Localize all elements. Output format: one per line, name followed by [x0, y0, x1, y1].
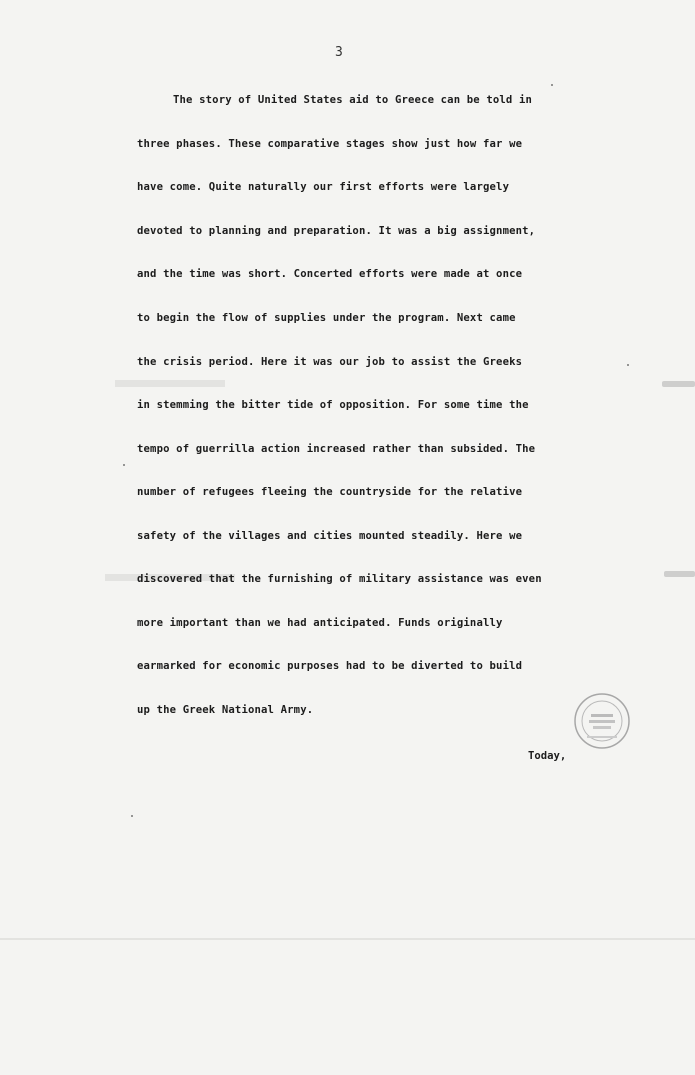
text-line: earmarked for economic purposes had to be diverted to build: [137, 660, 523, 672]
text-line: the crisis period. Here it was our job to assist the Greeks: [137, 356, 523, 368]
text-line: up the Greek National Army.: [137, 704, 314, 716]
text-line: The story of United States aid to Greece can be told in: [173, 94, 533, 106]
text-line: number of refugees fleeing the countryside for the relative: [137, 486, 523, 498]
text-line: three phases. These comparative stages show just how far we: [137, 138, 523, 150]
text-line: devoted to planning and preparation. It was a big assignment,: [137, 225, 536, 237]
text-line: safety of the villages and cities mounted steadily. Here we: [137, 530, 523, 542]
text-line: have come. Quite naturally our first efforts were largely: [137, 181, 510, 193]
text-line: tempo of guerrilla action increased rather than subsided. The: [137, 443, 536, 455]
page-number: 3: [335, 45, 343, 60]
text-line: more important than we had anticipated. Funds originally: [137, 617, 503, 629]
closing-word: Today,: [528, 750, 567, 762]
archive-stamp-icon: [573, 692, 631, 750]
text-line: discovered that the furnishing of military assistance was even: [137, 573, 542, 585]
text-line: and the time was short. Concerted efforts were made at once: [137, 268, 523, 280]
text-line: to begin the flow of supplies under the program. Next came: [137, 312, 516, 324]
text-line: in stemming the bitter tide of opposition. For some time the: [137, 399, 529, 411]
